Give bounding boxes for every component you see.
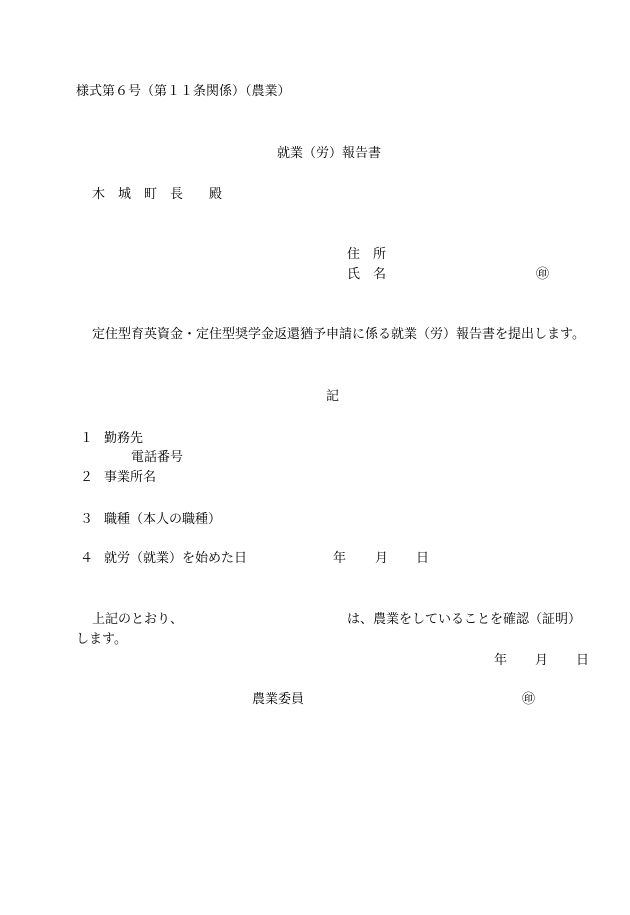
cert-day-label: 日 [576, 653, 590, 668]
committee-seal-mark: ㊞ [522, 692, 536, 707]
cert-month-label: 月 [535, 653, 549, 668]
cert-year-label: 年 [494, 653, 508, 668]
item-3-label: 職種（本人の職種） [104, 512, 222, 527]
certify-prefix: 上記のとおり、 [92, 612, 184, 627]
committee-label: 農業委員 [252, 692, 305, 707]
form-number: 様式第６号（第１１条関係）（農業） [76, 84, 291, 99]
item-4-label: 就労（就業）を始めた日 [104, 551, 248, 566]
name-label: 氏 名 [347, 267, 387, 282]
start-year-label: 年 [333, 551, 347, 566]
item-1-number: １ [80, 431, 94, 446]
item-1-label: 勤務先 [104, 431, 144, 446]
item-2-number: ２ [80, 470, 94, 485]
certify-suffix: は、農業をしていることを確認（証明） [347, 612, 582, 627]
item-4-number: ４ [80, 551, 94, 566]
address-label: 住 所 [347, 247, 387, 262]
item-3-number: ３ [80, 512, 94, 527]
intro-text: 定住型育英資金・定住型奨学金返還猶予申請に係る就業（労）報告書を提出します。 [92, 327, 585, 342]
phone-label: 電話番号 [131, 450, 184, 465]
applicant-seal-mark: ㊞ [536, 267, 550, 282]
item-2-label: 事業所名 [104, 470, 157, 485]
certify-line2: します。 [76, 632, 127, 647]
start-month-label: 月 [375, 551, 389, 566]
addressee: 木 城 町 長 殿 [92, 187, 223, 202]
ki-heading: 記 [326, 389, 340, 404]
start-day-label: 日 [416, 551, 430, 566]
document-title: 就業（労）報告書 [277, 146, 382, 161]
